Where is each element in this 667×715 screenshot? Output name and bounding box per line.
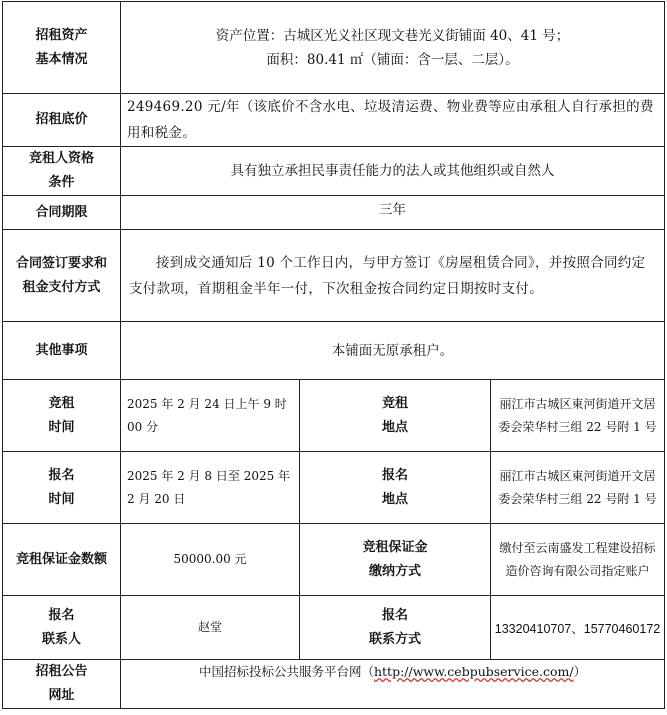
contact-person-value: 赵堂 [121, 596, 300, 660]
price-row [3, 94, 665, 147]
term-value: 三年 [121, 196, 665, 230]
website-prefix: 中国招标投标公共服务平台网（ [198, 664, 374, 679]
bidding-row [3, 380, 665, 452]
asset-label: 招租资产 基本情况 [3, 2, 121, 94]
term-row [3, 196, 665, 230]
website-label: 招租公告 网址 [3, 660, 121, 709]
other-label: 其他事项 [3, 322, 121, 380]
price-value: 249469.20 元/年（该底价不含水电、垃圾清运费、物业费等应由承租人自行承担的费用和税金。 [121, 94, 665, 147]
bidding-time-label: 竞租 时间 [3, 380, 121, 452]
other-row [3, 322, 665, 380]
website-suffix: ） [573, 664, 587, 679]
bidding-time-value: 2025 年 2 月 24 日上午 9 时 00 分 [121, 380, 300, 452]
asset-area: 面积：80.41 ㎡（铺面：含一层、二层）。 [266, 51, 519, 68]
registration-place-label: 报名 地点 [300, 452, 491, 524]
signing-value: 接到成交通知后 10 个工作日内，与甲方签订《房屋租赁合同》，并按照合同约定支付款项，首期租金半年一付，下次租金按合同约定日期按时支付。 [121, 230, 665, 322]
contact-phone-value: 13320410707、15770460172 [491, 596, 665, 660]
contact-row [3, 596, 665, 660]
rental-notice-table [2, 1, 665, 709]
signing-row [3, 230, 665, 322]
deposit-row [3, 524, 665, 596]
deposit-method-value: 缴付至云南盛发工程建设招标造价咨询有限公司指定账户 [491, 524, 665, 596]
deposit-method-label: 竞租保证金 缴纳方式 [300, 524, 491, 596]
qualification-label: 竞租人资格 条件 [3, 147, 121, 196]
website-row [3, 660, 665, 709]
asset-info [121, 2, 665, 94]
website-value [121, 660, 665, 709]
asset-row [3, 2, 665, 94]
price-label: 招租底价 [3, 94, 121, 147]
bidding-place-label: 竞租 地点 [300, 380, 491, 452]
contact-phone-label: 报名 联系方式 [300, 596, 491, 660]
registration-row [3, 452, 665, 524]
deposit-amount-value: 50000.00 元 [121, 524, 300, 596]
bidding-place-value: 丽江市古城区東河街道开文居委会荣华村三组 22 号附 1 号 [491, 380, 665, 452]
qualification-value: 具有独立承担民事责任能力的法人或其他组织或自然人 [121, 147, 665, 196]
other-value: 本铺面无原承租户。 [121, 322, 665, 380]
term-label: 合同期限 [3, 196, 121, 230]
registration-time-label: 报名 时间 [3, 452, 121, 524]
website-link[interactable]: http://www.cebpubservice.com/ [373, 664, 574, 679]
contact-person-label: 报名 联系人 [3, 596, 121, 660]
registration-time-value: 2025 年 2 月 8 日至 2025 年 2 月 20 日 [121, 452, 300, 524]
qualification-row [3, 147, 665, 196]
deposit-amount-label: 竞租保证金数额 [3, 524, 121, 596]
registration-place-value: 丽江市古城区東河街道开文居委会荣华村三组 22 号附 1 号 [491, 452, 665, 524]
asset-location: 资产位置：古城区光义社区现文巷光义街铺面 40、41 号； [215, 27, 570, 44]
signing-label: 合同签订要求和 租金支付方式 [3, 230, 121, 322]
